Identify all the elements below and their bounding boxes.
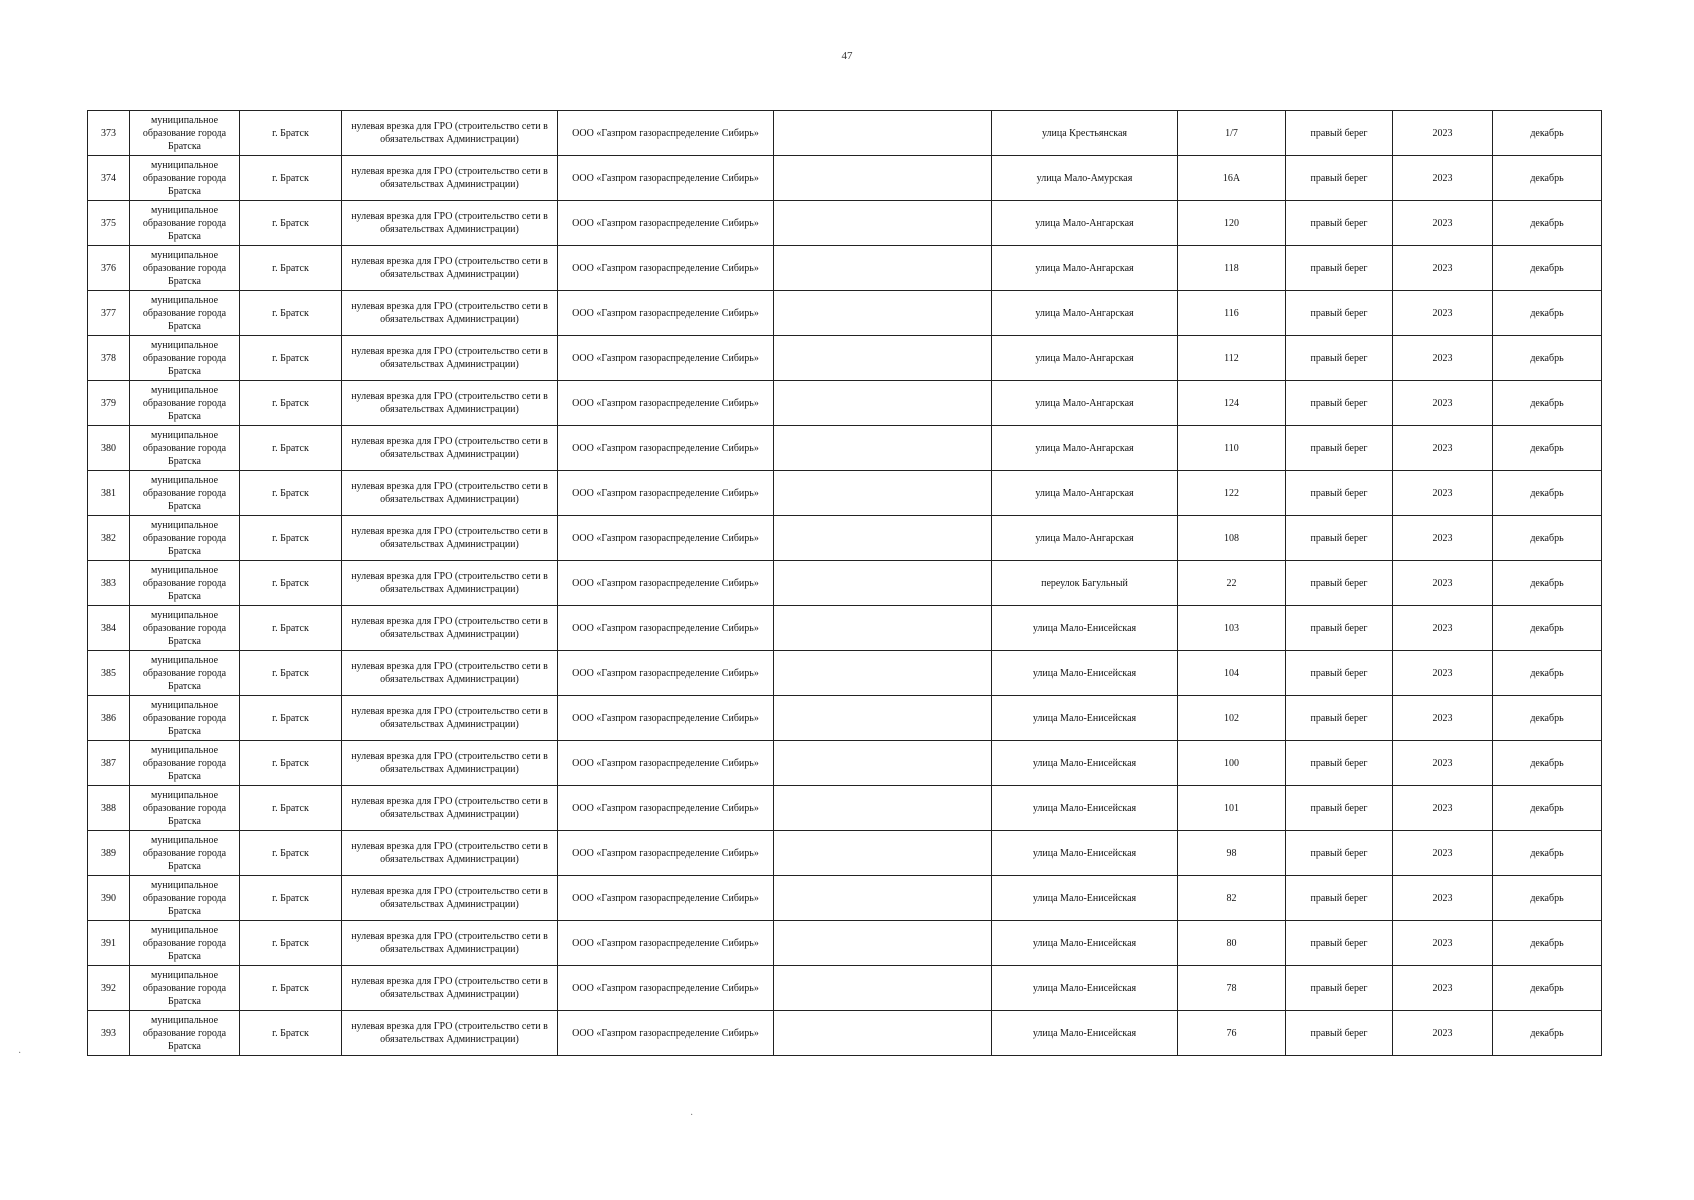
empty-cell <box>774 786 992 831</box>
row-number: 383 <box>88 561 130 606</box>
river-bank-cell: правый берег <box>1286 876 1393 921</box>
work-description-cell: нулевая врезка для ГРО (строительство сети в обязательствах Администрации) <box>342 741 558 786</box>
year-cell: 2023 <box>1393 606 1493 651</box>
organization-cell: ООО «Газпром газораспределение Сибирь» <box>558 606 774 651</box>
house-number-cell: 98 <box>1178 831 1286 876</box>
empty-cell <box>774 426 992 471</box>
river-bank-cell: правый берег <box>1286 426 1393 471</box>
table-row <box>88 876 1602 921</box>
organization-cell: ООО «Газпром газораспределение Сибирь» <box>558 201 774 246</box>
river-bank-cell: правый берег <box>1286 966 1393 1011</box>
municipality-cell: муниципальное образование города Братска <box>130 246 240 291</box>
city-cell: г. Братск <box>240 651 342 696</box>
empty-cell <box>774 966 992 1011</box>
organization-cell: ООО «Газпром газораспределение Сибирь» <box>558 741 774 786</box>
month-cell: декабрь <box>1493 831 1602 876</box>
city-cell: г. Братск <box>240 561 342 606</box>
city-cell: г. Братск <box>240 426 342 471</box>
organization-cell: ООО «Газпром газораспределение Сибирь» <box>558 246 774 291</box>
year-cell: 2023 <box>1393 651 1493 696</box>
empty-cell <box>774 876 992 921</box>
empty-cell <box>774 246 992 291</box>
municipality-cell: муниципальное образование города Братска <box>130 291 240 336</box>
month-cell: декабрь <box>1493 696 1602 741</box>
house-number-cell: 120 <box>1178 201 1286 246</box>
organization-cell: ООО «Газпром газораспределение Сибирь» <box>558 876 774 921</box>
empty-cell <box>774 741 992 786</box>
empty-cell <box>774 156 992 201</box>
organization-cell: ООО «Газпром газораспределение Сибирь» <box>558 651 774 696</box>
work-description-cell: нулевая врезка для ГРО (строительство сети в обязательствах Администрации) <box>342 696 558 741</box>
year-cell: 2023 <box>1393 966 1493 1011</box>
registry-table <box>87 110 1602 1056</box>
street-cell: улица Мало-Енисейская <box>992 1011 1178 1056</box>
table-row <box>88 246 1602 291</box>
month-cell: декабрь <box>1493 741 1602 786</box>
street-cell: улица Мало-Енисейская <box>992 786 1178 831</box>
river-bank-cell: правый берег <box>1286 291 1393 336</box>
organization-cell: ООО «Газпром газораспределение Сибирь» <box>558 831 774 876</box>
month-cell: декабрь <box>1493 426 1602 471</box>
empty-cell <box>774 651 992 696</box>
month-cell: декабрь <box>1493 876 1602 921</box>
river-bank-cell: правый берег <box>1286 336 1393 381</box>
street-cell: улица Мало-Енисейская <box>992 831 1178 876</box>
table-row <box>88 786 1602 831</box>
work-description-cell: нулевая врезка для ГРО (строительство сети в обязательствах Администрации) <box>342 291 558 336</box>
month-cell: декабрь <box>1493 516 1602 561</box>
house-number-cell: 78 <box>1178 966 1286 1011</box>
city-cell: г. Братск <box>240 336 342 381</box>
work-description-cell: нулевая врезка для ГРО (строительство сети в обязательствах Администрации) <box>342 336 558 381</box>
table-row <box>88 921 1602 966</box>
municipality-cell: муниципальное образование города Братска <box>130 111 240 156</box>
year-cell: 2023 <box>1393 696 1493 741</box>
table-row <box>88 111 1602 156</box>
street-cell: улица Мало-Ангарская <box>992 291 1178 336</box>
house-number-cell: 22 <box>1178 561 1286 606</box>
house-number-cell: 110 <box>1178 426 1286 471</box>
month-cell: декабрь <box>1493 606 1602 651</box>
month-cell: декабрь <box>1493 291 1602 336</box>
work-description-cell: нулевая врезка для ГРО (строительство сети в обязательствах Администрации) <box>342 651 558 696</box>
empty-cell <box>774 111 992 156</box>
municipality-cell: муниципальное образование города Братска <box>130 516 240 561</box>
year-cell: 2023 <box>1393 741 1493 786</box>
month-cell: декабрь <box>1493 786 1602 831</box>
table-row <box>88 516 1602 561</box>
row-number: 374 <box>88 156 130 201</box>
row-number: 393 <box>88 1011 130 1056</box>
house-number-cell: 112 <box>1178 336 1286 381</box>
city-cell: г. Братск <box>240 831 342 876</box>
work-description-cell: нулевая врезка для ГРО (строительство сети в обязательствах Администрации) <box>342 426 558 471</box>
page-number: 47 <box>841 50 853 62</box>
year-cell: 2023 <box>1393 876 1493 921</box>
row-number: 373 <box>88 111 130 156</box>
river-bank-cell: правый берег <box>1286 381 1393 426</box>
city-cell: г. Братск <box>240 876 342 921</box>
municipality-cell: муниципальное образование города Братска <box>130 966 240 1011</box>
house-number-cell: 104 <box>1178 651 1286 696</box>
empty-cell <box>774 516 992 561</box>
table-row <box>88 201 1602 246</box>
work-description-cell: нулевая врезка для ГРО (строительство сети в обязательствах Администрации) <box>342 1011 558 1056</box>
house-number-cell: 80 <box>1178 921 1286 966</box>
street-cell: улица Мало-Ангарская <box>992 426 1178 471</box>
organization-cell: ООО «Газпром газораспределение Сибирь» <box>558 111 774 156</box>
house-number-cell: 124 <box>1178 381 1286 426</box>
row-number: 380 <box>88 426 130 471</box>
house-number-cell: 1/7 <box>1178 111 1286 156</box>
row-number: 388 <box>88 786 130 831</box>
year-cell: 2023 <box>1393 516 1493 561</box>
work-description-cell: нулевая врезка для ГРО (строительство сети в обязательствах Администрации) <box>342 921 558 966</box>
municipality-cell: муниципальное образование города Братска <box>130 696 240 741</box>
table-row <box>88 336 1602 381</box>
organization-cell: ООО «Газпром газораспределение Сибирь» <box>558 381 774 426</box>
river-bank-cell: правый берег <box>1286 606 1393 651</box>
month-cell: декабрь <box>1493 471 1602 516</box>
municipality-cell: муниципальное образование города Братска <box>130 201 240 246</box>
river-bank-cell: правый берег <box>1286 561 1393 606</box>
table-row <box>88 651 1602 696</box>
river-bank-cell: правый берег <box>1286 471 1393 516</box>
street-cell: улица Мало-Ангарская <box>992 381 1178 426</box>
year-cell: 2023 <box>1393 786 1493 831</box>
month-cell: декабрь <box>1493 201 1602 246</box>
month-cell: декабрь <box>1493 156 1602 201</box>
municipality-cell: муниципальное образование города Братска <box>130 786 240 831</box>
river-bank-cell: правый берег <box>1286 921 1393 966</box>
city-cell: г. Братск <box>240 201 342 246</box>
month-cell: декабрь <box>1493 921 1602 966</box>
street-cell: улица Мало-Енисейская <box>992 921 1178 966</box>
house-number-cell: 116 <box>1178 291 1286 336</box>
year-cell: 2023 <box>1393 471 1493 516</box>
street-cell: улица Мало-Енисейская <box>992 696 1178 741</box>
table-row <box>88 966 1602 1011</box>
table-row <box>88 291 1602 336</box>
table-row <box>88 741 1602 786</box>
organization-cell: ООО «Газпром газораспределение Сибирь» <box>558 786 774 831</box>
organization-cell: ООО «Газпром газораспределение Сибирь» <box>558 426 774 471</box>
street-cell: улица Мало-Амурская <box>992 156 1178 201</box>
city-cell: г. Братск <box>240 786 342 831</box>
year-cell: 2023 <box>1393 426 1493 471</box>
city-cell: г. Братск <box>240 381 342 426</box>
river-bank-cell: правый берег <box>1286 516 1393 561</box>
year-cell: 2023 <box>1393 246 1493 291</box>
organization-cell: ООО «Газпром газораспределение Сибирь» <box>558 966 774 1011</box>
work-description-cell: нулевая врезка для ГРО (строительство сети в обязательствах Администрации) <box>342 201 558 246</box>
empty-cell <box>774 606 992 651</box>
municipality-cell: муниципальное образование города Братска <box>130 831 240 876</box>
work-description-cell: нулевая врезка для ГРО (строительство сети в обязательствах Администрации) <box>342 156 558 201</box>
table-row <box>88 696 1602 741</box>
house-number-cell: 82 <box>1178 876 1286 921</box>
work-description-cell: нулевая врезка для ГРО (строительство сети в обязательствах Администрации) <box>342 831 558 876</box>
month-cell: декабрь <box>1493 381 1602 426</box>
street-cell: улица Мало-Ангарская <box>992 246 1178 291</box>
river-bank-cell: правый берег <box>1286 696 1393 741</box>
river-bank-cell: правый берег <box>1286 246 1393 291</box>
house-number-cell: 100 <box>1178 741 1286 786</box>
organization-cell: ООО «Газпром газораспределение Сибирь» <box>558 516 774 561</box>
work-description-cell: нулевая врезка для ГРО (строительство сети в обязательствах Администрации) <box>342 381 558 426</box>
municipality-cell: муниципальное образование города Братска <box>130 741 240 786</box>
work-description-cell: нулевая врезка для ГРО (строительство сети в обязательствах Администрации) <box>342 876 558 921</box>
empty-cell <box>774 561 992 606</box>
row-number: 376 <box>88 246 130 291</box>
empty-cell <box>774 696 992 741</box>
row-number: 386 <box>88 696 130 741</box>
year-cell: 2023 <box>1393 111 1493 156</box>
river-bank-cell: правый берег <box>1286 651 1393 696</box>
year-cell: 2023 <box>1393 336 1493 381</box>
empty-cell <box>774 471 992 516</box>
month-cell: декабрь <box>1493 561 1602 606</box>
table-row <box>88 561 1602 606</box>
house-number-cell: 103 <box>1178 606 1286 651</box>
municipality-cell: муниципальное образование города Братска <box>130 561 240 606</box>
municipality-cell: муниципальное образование города Братска <box>130 471 240 516</box>
scan-mark: · <box>690 1110 694 1121</box>
organization-cell: ООО «Газпром газораспределение Сибирь» <box>558 696 774 741</box>
row-number: 382 <box>88 516 130 561</box>
street-cell: улица Мало-Ангарская <box>992 336 1178 381</box>
house-number-cell: 108 <box>1178 516 1286 561</box>
city-cell: г. Братск <box>240 1011 342 1056</box>
table-row <box>88 1011 1602 1056</box>
work-description-cell: нулевая врезка для ГРО (строительство сети в обязательствах Администрации) <box>342 786 558 831</box>
organization-cell: ООО «Газпром газораспределение Сибирь» <box>558 336 774 381</box>
table-row <box>88 471 1602 516</box>
city-cell: г. Братск <box>240 696 342 741</box>
table-row <box>88 606 1602 651</box>
table-row <box>88 831 1602 876</box>
row-number: 378 <box>88 336 130 381</box>
municipality-cell: муниципальное образование города Братска <box>130 426 240 471</box>
table-row <box>88 426 1602 471</box>
row-number: 379 <box>88 381 130 426</box>
river-bank-cell: правый берег <box>1286 1011 1393 1056</box>
river-bank-cell: правый берег <box>1286 741 1393 786</box>
municipality-cell: муниципальное образование города Братска <box>130 156 240 201</box>
municipality-cell: муниципальное образование города Братска <box>130 651 240 696</box>
street-cell: улица Мало-Енисейская <box>992 966 1178 1011</box>
house-number-cell: 76 <box>1178 1011 1286 1056</box>
work-description-cell: нулевая врезка для ГРО (строительство сети в обязательствах Администрации) <box>342 966 558 1011</box>
street-cell: улица Крестьянская <box>992 111 1178 156</box>
city-cell: г. Братск <box>240 921 342 966</box>
city-cell: г. Братск <box>240 246 342 291</box>
month-cell: декабрь <box>1493 111 1602 156</box>
month-cell: декабрь <box>1493 1011 1602 1056</box>
year-cell: 2023 <box>1393 201 1493 246</box>
organization-cell: ООО «Газпром газораспределение Сибирь» <box>558 1011 774 1056</box>
row-number: 381 <box>88 471 130 516</box>
month-cell: декабрь <box>1493 336 1602 381</box>
work-description-cell: нулевая врезка для ГРО (строительство сети в обязательствах Администрации) <box>342 246 558 291</box>
river-bank-cell: правый берег <box>1286 831 1393 876</box>
month-cell: декабрь <box>1493 246 1602 291</box>
table-row <box>88 381 1602 426</box>
work-description-cell: нулевая врезка для ГРО (строительство сети в обязательствах Администрации) <box>342 561 558 606</box>
row-number: 390 <box>88 876 130 921</box>
street-cell: улица Мало-Енисейская <box>992 606 1178 651</box>
city-cell: г. Братск <box>240 111 342 156</box>
month-cell: декабрь <box>1493 651 1602 696</box>
organization-cell: ООО «Газпром газораспределение Сибирь» <box>558 561 774 606</box>
table-row <box>88 156 1602 201</box>
row-number: 391 <box>88 921 130 966</box>
table-body <box>88 111 1602 1056</box>
city-cell: г. Братск <box>240 291 342 336</box>
organization-cell: ООО «Газпром газораспределение Сибирь» <box>558 471 774 516</box>
row-number: 387 <box>88 741 130 786</box>
work-description-cell: нулевая врезка для ГРО (строительство сети в обязательствах Администрации) <box>342 606 558 651</box>
street-cell: улица Мало-Ангарская <box>992 201 1178 246</box>
municipality-cell: муниципальное образование города Братска <box>130 381 240 426</box>
street-cell: переулок Багульный <box>992 561 1178 606</box>
municipality-cell: муниципальное образование города Братска <box>130 921 240 966</box>
organization-cell: ООО «Газпром газораспределение Сибирь» <box>558 921 774 966</box>
row-number: 392 <box>88 966 130 1011</box>
row-number: 375 <box>88 201 130 246</box>
work-description-cell: нулевая врезка для ГРО (строительство сети в обязательствах Администрации) <box>342 111 558 156</box>
street-cell: улица Мало-Ангарская <box>992 516 1178 561</box>
empty-cell <box>774 336 992 381</box>
year-cell: 2023 <box>1393 381 1493 426</box>
house-number-cell: 101 <box>1178 786 1286 831</box>
house-number-cell: 118 <box>1178 246 1286 291</box>
river-bank-cell: правый берег <box>1286 201 1393 246</box>
empty-cell <box>774 921 992 966</box>
row-number: 389 <box>88 831 130 876</box>
city-cell: г. Братск <box>240 471 342 516</box>
street-cell: улица Мало-Енисейская <box>992 741 1178 786</box>
municipality-cell: муниципальное образование города Братска <box>130 1011 240 1056</box>
work-description-cell: нулевая врезка для ГРО (строительство сети в обязательствах Администрации) <box>342 471 558 516</box>
year-cell: 2023 <box>1393 561 1493 606</box>
municipality-cell: муниципальное образование города Братска <box>130 606 240 651</box>
empty-cell <box>774 291 992 336</box>
street-cell: улица Мало-Енисейская <box>992 876 1178 921</box>
house-number-cell: 16А <box>1178 156 1286 201</box>
empty-cell <box>774 831 992 876</box>
month-cell: декабрь <box>1493 966 1602 1011</box>
river-bank-cell: правый берег <box>1286 786 1393 831</box>
city-cell: г. Братск <box>240 966 342 1011</box>
row-number: 385 <box>88 651 130 696</box>
municipality-cell: муниципальное образование города Братска <box>130 876 240 921</box>
organization-cell: ООО «Газпром газораспределение Сибирь» <box>558 156 774 201</box>
scan-mark: · <box>18 1048 22 1059</box>
river-bank-cell: правый берег <box>1286 156 1393 201</box>
row-number: 377 <box>88 291 130 336</box>
year-cell: 2023 <box>1393 291 1493 336</box>
empty-cell <box>774 381 992 426</box>
city-cell: г. Братск <box>240 516 342 561</box>
year-cell: 2023 <box>1393 921 1493 966</box>
empty-cell <box>774 1011 992 1056</box>
house-number-cell: 122 <box>1178 471 1286 516</box>
row-number: 384 <box>88 606 130 651</box>
city-cell: г. Братск <box>240 741 342 786</box>
street-cell: улица Мало-Енисейская <box>992 651 1178 696</box>
municipality-cell: муниципальное образование города Братска <box>130 336 240 381</box>
year-cell: 2023 <box>1393 831 1493 876</box>
city-cell: г. Братск <box>240 606 342 651</box>
street-cell: улица Мало-Ангарская <box>992 471 1178 516</box>
river-bank-cell: правый берег <box>1286 111 1393 156</box>
year-cell: 2023 <box>1393 1011 1493 1056</box>
work-description-cell: нулевая врезка для ГРО (строительство сети в обязательствах Администрации) <box>342 516 558 561</box>
city-cell: г. Братск <box>240 156 342 201</box>
year-cell: 2023 <box>1393 156 1493 201</box>
organization-cell: ООО «Газпром газораспределение Сибирь» <box>558 291 774 336</box>
house-number-cell: 102 <box>1178 696 1286 741</box>
empty-cell <box>774 201 992 246</box>
